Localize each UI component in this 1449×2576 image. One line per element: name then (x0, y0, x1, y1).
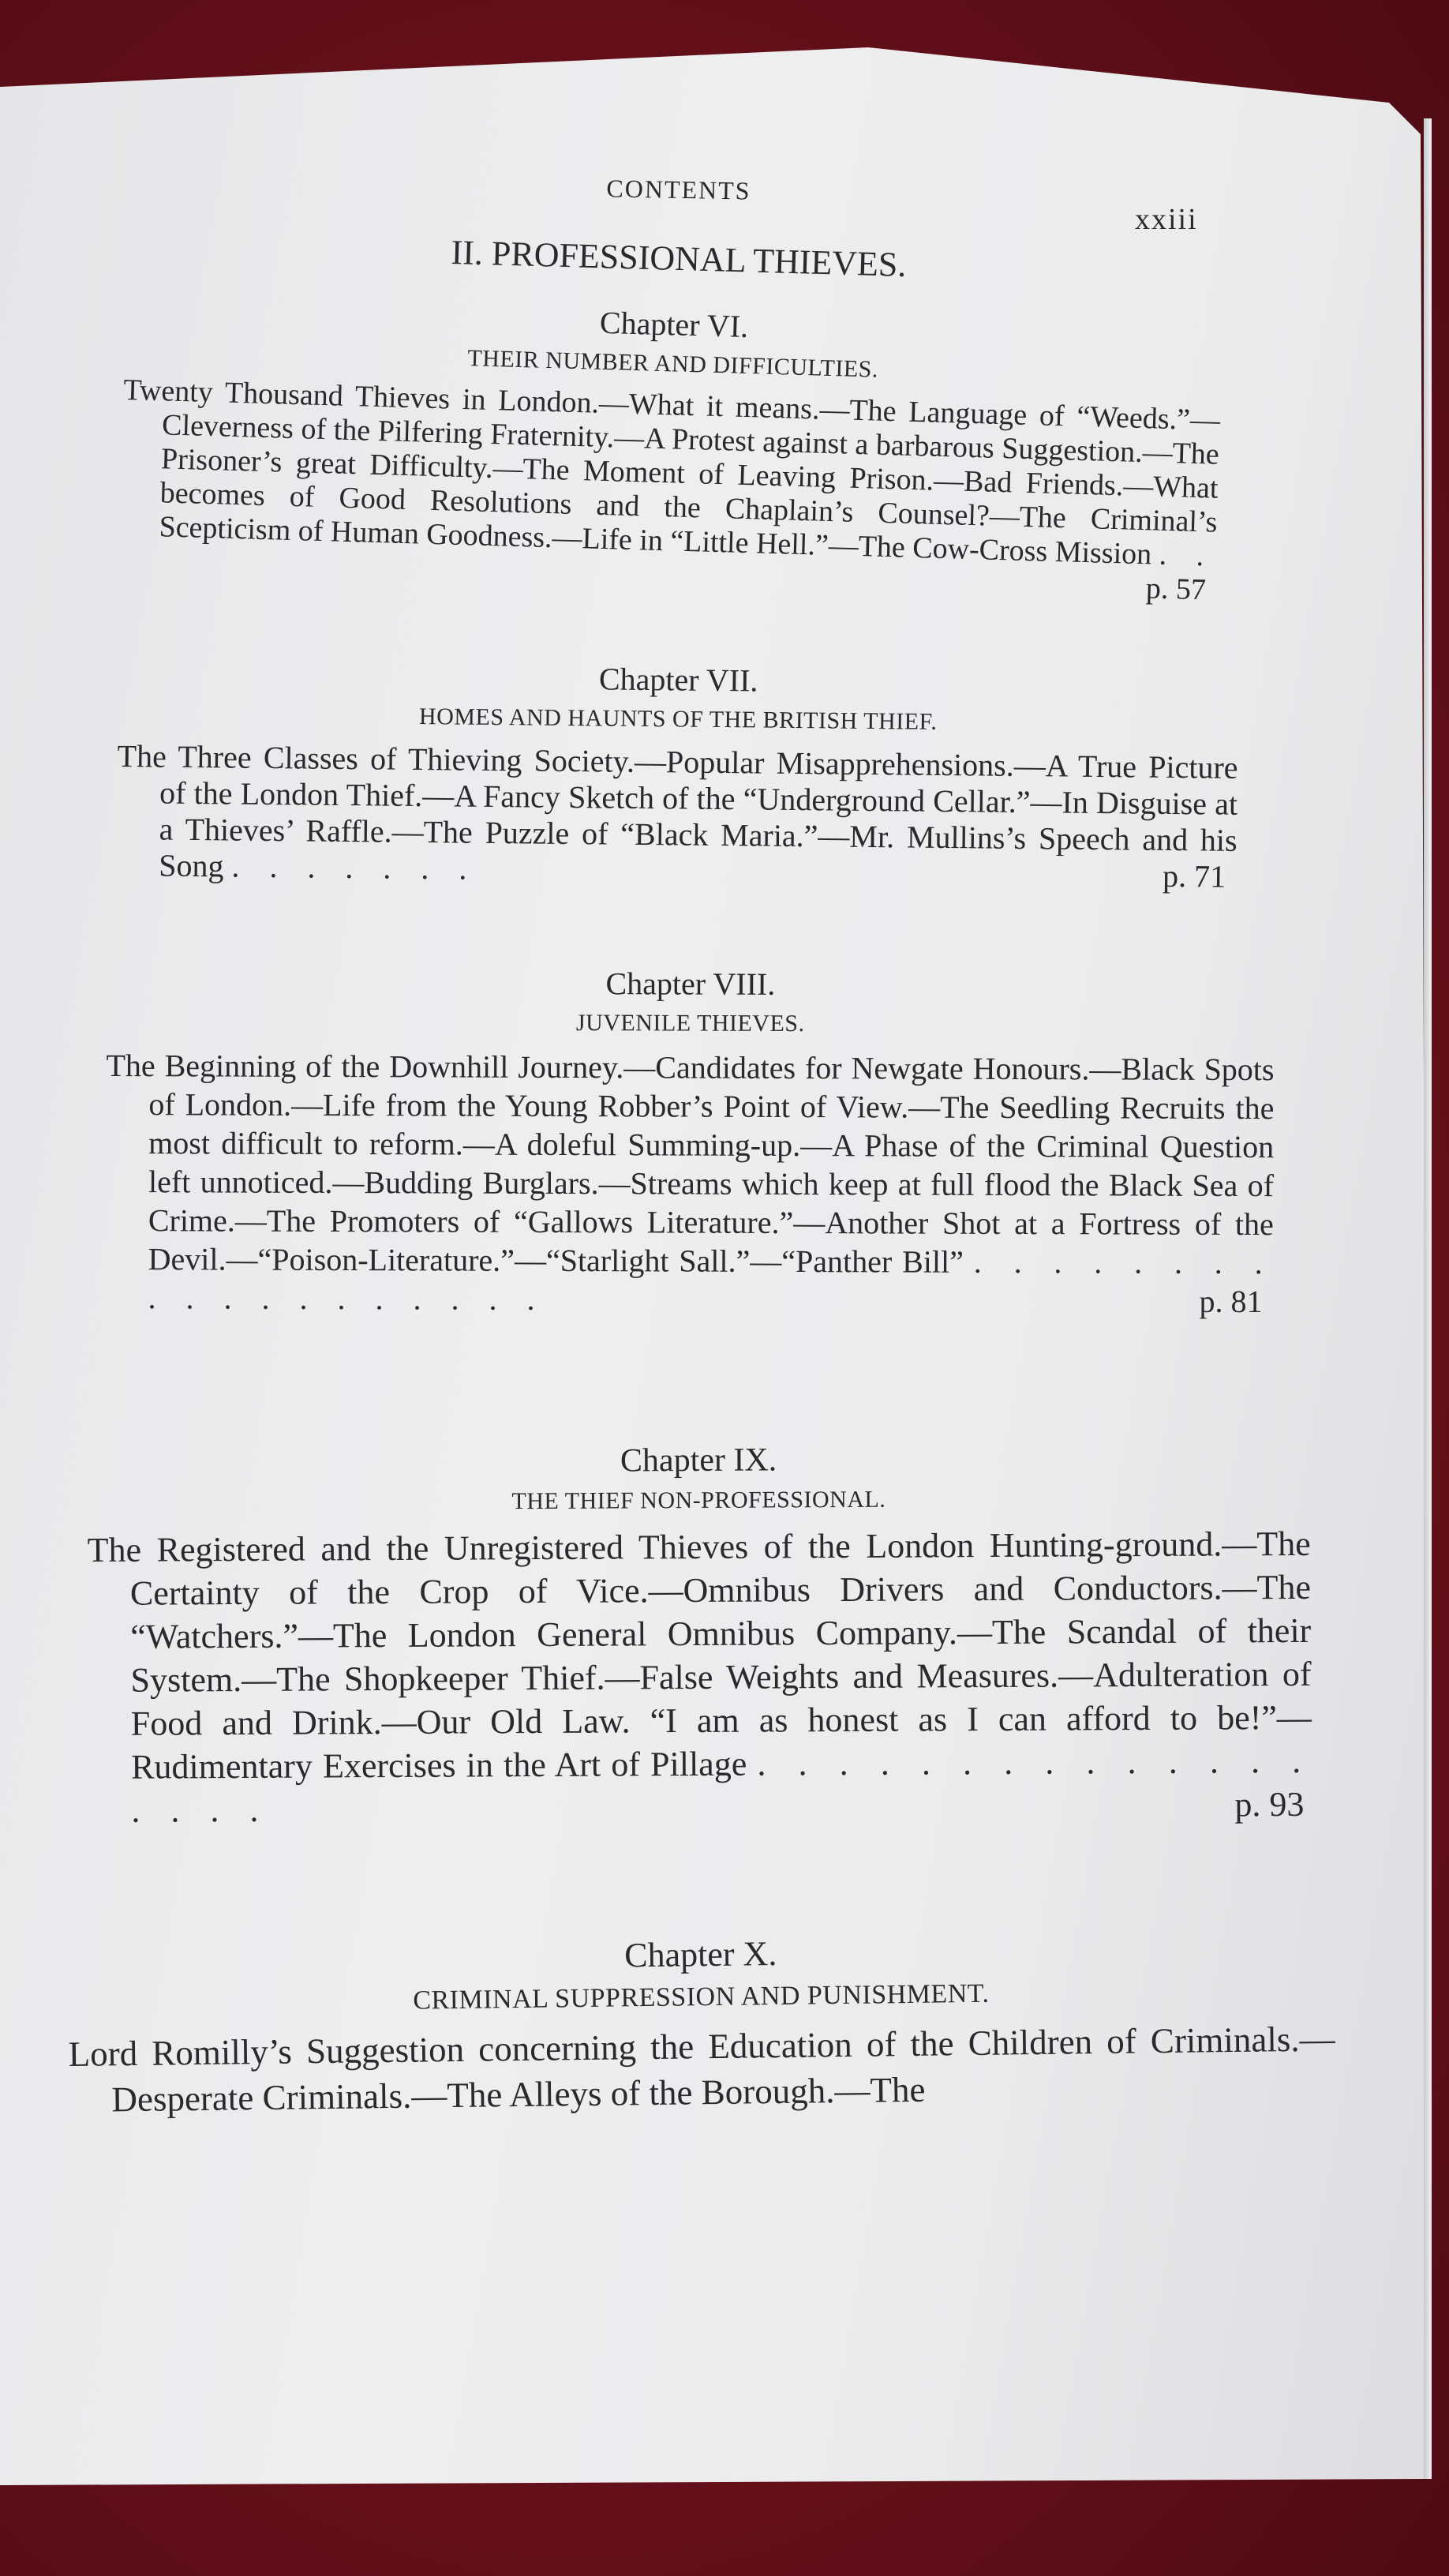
summary-text: The Registered and the Unregistered Thieves of the London Hunting-ground.—The Certainty of the Crop of Vice.—Omnibus Drivers and Conductors.—The “Watchers.”—The London General Omnibus Company.—The Scandal of their System.—The Shopkeeper Thief.—False Weights and Measures.—Adulteration of Food and Drink.—Our Old Law. “I am as honest as I can afford to be!”—Rudimentary Exercises in the Art of Pillage (87, 1524, 1312, 1787)
dot-leader: . . (1159, 538, 1215, 573)
chapter-heading: Chapter IX. (620, 1442, 777, 1479)
chapter-heading: Chapter VI. (599, 304, 749, 345)
page-edge (1424, 118, 1432, 2479)
summary-text: Lord Romilly’s Suggestion concerning the Education of the Children of Criminals.—Desperate Criminals.—The Alleys of the Borough.—The (68, 2019, 1335, 2120)
chapter-subtitle: CRIMINAL SUPPRESSION AND PUNISHMENT. (413, 1978, 990, 2015)
page-reference: p. 57 (1145, 572, 1207, 607)
part-title: II. PROFESSIONAL THIEVES. (450, 232, 908, 285)
dot-leader: . . . . . . . . . . . . . . . . . . (131, 1741, 1312, 1830)
dot-leader: . . . . . . . . . . . . . . . . . . . (148, 1243, 1274, 1317)
chapter-subtitle: THE THIEF NON-PROFESSIONAL. (511, 1486, 886, 1515)
page-reference: p. 93 (1234, 1784, 1305, 1824)
summary-text: The Beginning of the Downhill Journey.—Candidates for Newgate Honours.—Black Spots of London.—Life from the Young Robber’s Point of View.—The Seedling Recruits the most difficult to reform.—A doleful Summing-up.—A Phase of the Criminal Question left unnoticed.—Budding Burglars.—Streams which keep at full flood the Black Sea of Crime.—The Promoters of “Gallows Literature.”—Another Shot at a Fortress of the Devil.—“Poison-Literature.”—“Starlight Sall.”—“Panther Bill” (106, 1047, 1275, 1280)
page-reference: p. 81 (1199, 1283, 1263, 1320)
chapter-heading: Chapter VII. (598, 661, 758, 699)
chapter-entry (87, 1438, 1312, 1832)
running-head: CONTENTS (606, 174, 751, 205)
chapter-summary (116, 738, 1238, 895)
chapter-subtitle: JUVENILE THIEVES. (575, 1010, 805, 1037)
chapter-entry (118, 291, 1223, 608)
chapter-entry (67, 1926, 1336, 2123)
chapter-heading: Chapter VIII. (605, 966, 776, 1002)
dot-leader: . . . . . . . (231, 848, 478, 887)
chapter-summary (119, 373, 1221, 607)
page-reference: p. 71 (1162, 857, 1226, 894)
summary-text: The Three Classes of Thieving Society.—Popular Misapprehensions.—A True Picture of the London Thief.—A Fancy Sketch of the “Underground Cellar.”—In Disguise at a Thieves’ Raffle.—The Puzzle of “Black Maria.”—Mr. Mullins’s Speech and his Song (117, 737, 1238, 884)
chapter-subtitle: HOMES AND HAUNTS OF THE BRITISH THIEF. (418, 703, 938, 735)
chapter-entry (116, 655, 1239, 895)
chapter-summary (88, 1522, 1312, 1832)
chapter-summary (105, 1046, 1274, 1321)
chapter-subtitle: THEIR NUMBER AND DIFFICULTIES. (467, 345, 879, 383)
chapter-entry (105, 963, 1275, 1321)
summary-text: Twenty Thousand Thieves in London.—What it means.—The Language of “Weeds.”—Cleverness of the Pilfering Fraternity.—A Protest against a barbarous Suggestion.—The Prisoner’s great Difficulty.—The Moment of Leaving Prison.—Bad Friends.—What becomes of Good Resolutions and the Chaplain’s Counsel?—The Criminal’s Scepticism of Human Goodness.—Life in “Little Hell.”—The Cow-Cross Mission (122, 373, 1221, 572)
chapter-summary (68, 2015, 1335, 2123)
chapter-heading: Chapter X. (623, 1934, 777, 1975)
page-number: xxiii (1135, 203, 1198, 236)
